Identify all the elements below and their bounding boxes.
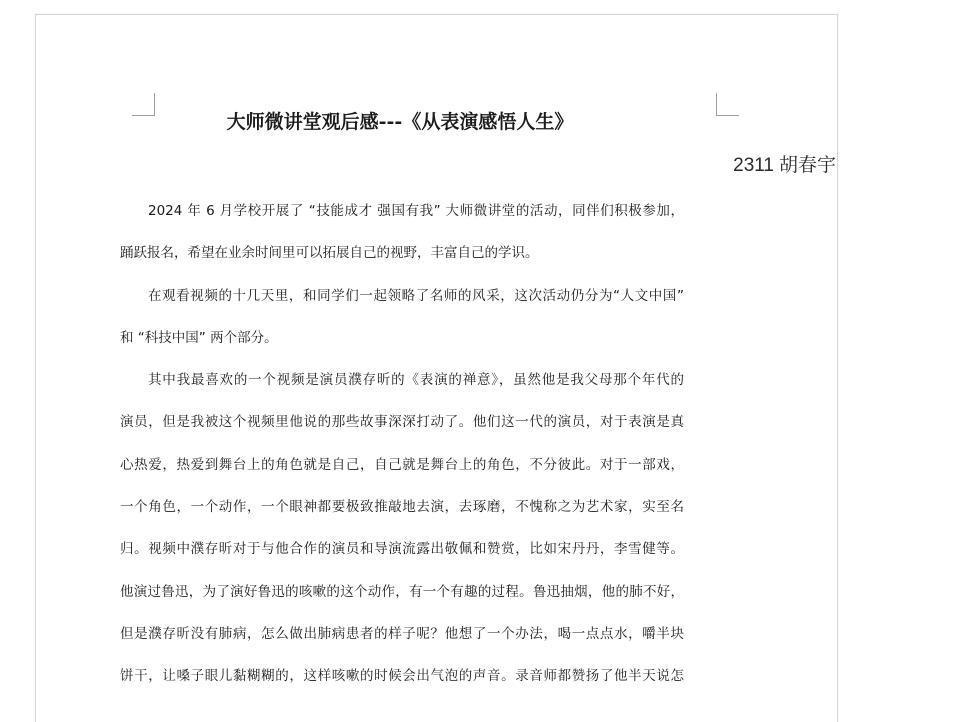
paragraph-line: 归。视频中濮存昕对于与他合作的演员和导演流露出敬佩和赞赏，比如宋丹丹，李雪健等。 [120, 541, 684, 558]
author-class: 2311 [733, 155, 774, 176]
top-right-crop-mark [716, 93, 739, 116]
paragraph-line: 演员，但是我被这个视频里他说的那些故事深深打动了。他们这一代的演员，对于表演是真 [120, 414, 684, 431]
paragraph-line: 其中我最喜欢的一个视频是演员濮存昕的《表演的禅意》，虽然他是我父母那个年代的 [148, 372, 684, 389]
paragraph-line: 一个角色，一个动作，一个眼神都要极致推敲地去演，去琢磨，不愧称之为艺术家，实至名 [120, 499, 684, 516]
author-name: 胡春宇 [778, 154, 836, 176]
document-title: 大师微讲堂观后感---《从表演感悟人生》 [226, 111, 574, 133]
paragraph-line: 心热爱，热爱到舞台上的角色就是自己，自己就是舞台上的角色，不分彼此。对于一部戏， [120, 456, 684, 473]
paragraph-line: 2024 年 6 月学校开展了 “技能成才 强国有我” 大师微讲堂的活动，同伴们积极参加， [148, 203, 684, 219]
paragraph-line: 和 “科技中国” 两个部分。 [120, 329, 278, 346]
paragraph-line: 他演过鲁迅，为了演好鲁迅的咳嗽的这个动作，有一个有趣的过程。鲁迅抽烟，他的肺不好， [120, 583, 684, 600]
paragraph-line: 在观看视频的十几天里，和同学们一起领略了名师的风采，这次活动仍分为“人文中国” [148, 287, 684, 304]
paragraph-line: 饼干，让嗓子眼儿黏糊糊的，这样咳嗽的时候会出气泡的声音。录音师都赞扬了他半天说怎 [120, 668, 684, 685]
paragraph-line: 但是濮存昕没有肺病，怎么做出肺病患者的样子呢？他想了一个办法，喝一点点水，嚼半块 [120, 625, 684, 642]
paragraph-line: 踊跃报名，希望在业余时间里可以拓展自己的视野，丰富自己的学识。 [120, 245, 539, 262]
author-line [733, 150, 836, 177]
document-body [120, 190, 684, 698]
